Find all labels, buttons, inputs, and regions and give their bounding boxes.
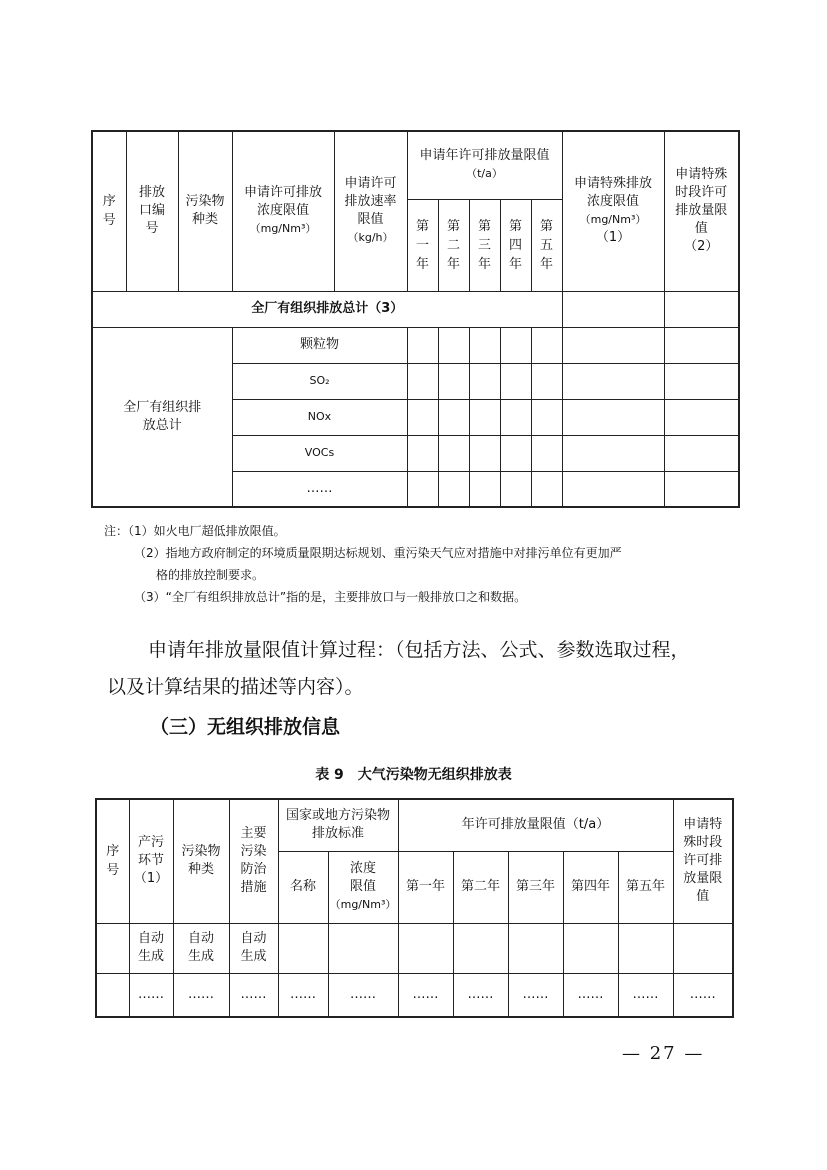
ellipsis-cell: …… xyxy=(173,973,229,1017)
header-conc-limit: 申请许可排放浓度限值 （mg/Nm³） xyxy=(232,131,334,291)
header-year-2: 第二年 xyxy=(453,851,508,923)
pollutant-row-label: NOx xyxy=(232,399,407,435)
group-label: 全厂有组织排放总计 xyxy=(92,327,232,507)
header-special-period: 申请特殊时段许可排放量限值 （2） xyxy=(664,131,739,291)
header-year-2: 第二年 xyxy=(438,199,469,291)
header-seq: 序号 xyxy=(92,131,126,291)
unorganized-emission-table xyxy=(95,798,734,1018)
section-title: （三）无组织排放信息 xyxy=(150,716,341,738)
header-year-4: 第四年 xyxy=(563,851,618,923)
auto-generated-cell: 自动生成 xyxy=(129,923,173,973)
ellipsis-cell: …… xyxy=(673,973,733,1017)
header-measure: 主要污染防治措施 xyxy=(229,799,278,923)
auto-generated-cell: 自动生成 xyxy=(229,923,278,973)
ellipsis-cell: …… xyxy=(398,973,453,1017)
cell xyxy=(664,291,739,327)
pollutant-row-label: …… xyxy=(232,471,407,507)
header-year-4: 第四年 xyxy=(500,199,531,291)
header-rate-limit: 申请许可排放速率限值 （kg/h） xyxy=(334,131,407,291)
organized-emission-table xyxy=(91,130,740,508)
cell xyxy=(562,291,664,327)
note-3: （3）“全厂有组织排放总计”指的是，主要排放口与一般排放口之和数据。 xyxy=(134,590,527,604)
body-paragraph-line-2: 以及计算结果的描述等内容）。 xyxy=(107,676,364,698)
ellipsis-cell: …… xyxy=(229,973,278,1017)
note-1: 注：（1）如火电厂超低排放限值。 xyxy=(104,524,286,538)
ellipsis-cell: …… xyxy=(508,973,563,1017)
auto-generated-cell: 自动生成 xyxy=(173,923,229,973)
header-annual-limit: 申请年许可排放量限值 （t/a） xyxy=(407,131,562,199)
note-2-cont: 格的排放控制要求。 xyxy=(156,568,265,582)
ellipsis-cell: …… xyxy=(618,973,673,1017)
header-standard: 国家或地方污染物排放标准 xyxy=(278,799,398,851)
pollutant-row-label: 颗粒物 xyxy=(232,327,407,363)
ellipsis-cell: …… xyxy=(278,973,328,1017)
header-annual-limit: 年许可排放量限值（t/a） xyxy=(398,799,673,851)
table-caption: 表 9 大气污染物无组织排放表 xyxy=(315,767,512,783)
header-name: 名称 xyxy=(278,851,328,923)
total-row-label: 全厂有组织排放总计（3） xyxy=(92,291,562,327)
header-conc-limit: 浓度限值 （mg/Nm³） xyxy=(328,851,398,923)
header-special-period: 申请特殊时段许可排放量限值 xyxy=(673,799,733,923)
ellipsis-cell: …… xyxy=(453,973,508,1017)
header-year-1: 第一年 xyxy=(407,199,438,291)
header-pollutant: 污染物种类 xyxy=(173,799,229,923)
header-year-1: 第一年 xyxy=(398,851,453,923)
header-stage: 产污环节 （1） xyxy=(129,799,173,923)
ellipsis-cell: …… xyxy=(328,973,398,1017)
body-paragraph-line-1: 申请年排放量限值计算过程：（包括方法、公式、参数选取过程， xyxy=(148,639,690,661)
ellipsis-cell: …… xyxy=(563,973,618,1017)
header-pollutant: 污染物种类 xyxy=(178,131,232,291)
header-year-3: 第三年 xyxy=(469,199,500,291)
header-year-3: 第三年 xyxy=(508,851,563,923)
pollutant-row-label: VOCs xyxy=(232,435,407,471)
table-notes xyxy=(104,520,744,608)
pollutant-row-label: SO₂ xyxy=(232,363,407,399)
header-seq: 序号 xyxy=(96,799,129,923)
header-year-5: 第五年 xyxy=(531,199,562,291)
header-special-limit: 申请特殊排放浓度限值 （mg/Nm³） （1） xyxy=(562,131,664,291)
ellipsis-cell: …… xyxy=(129,973,173,1017)
page-number: — 27 — xyxy=(622,1043,705,1064)
note-2: （2）指地方政府制定的环境质量限期达标规划、重污染天气应对措施中对排污单位有更加严 xyxy=(134,546,622,560)
header-year-5: 第五年 xyxy=(618,851,673,923)
header-outlet: 排放口编号 xyxy=(126,131,178,291)
